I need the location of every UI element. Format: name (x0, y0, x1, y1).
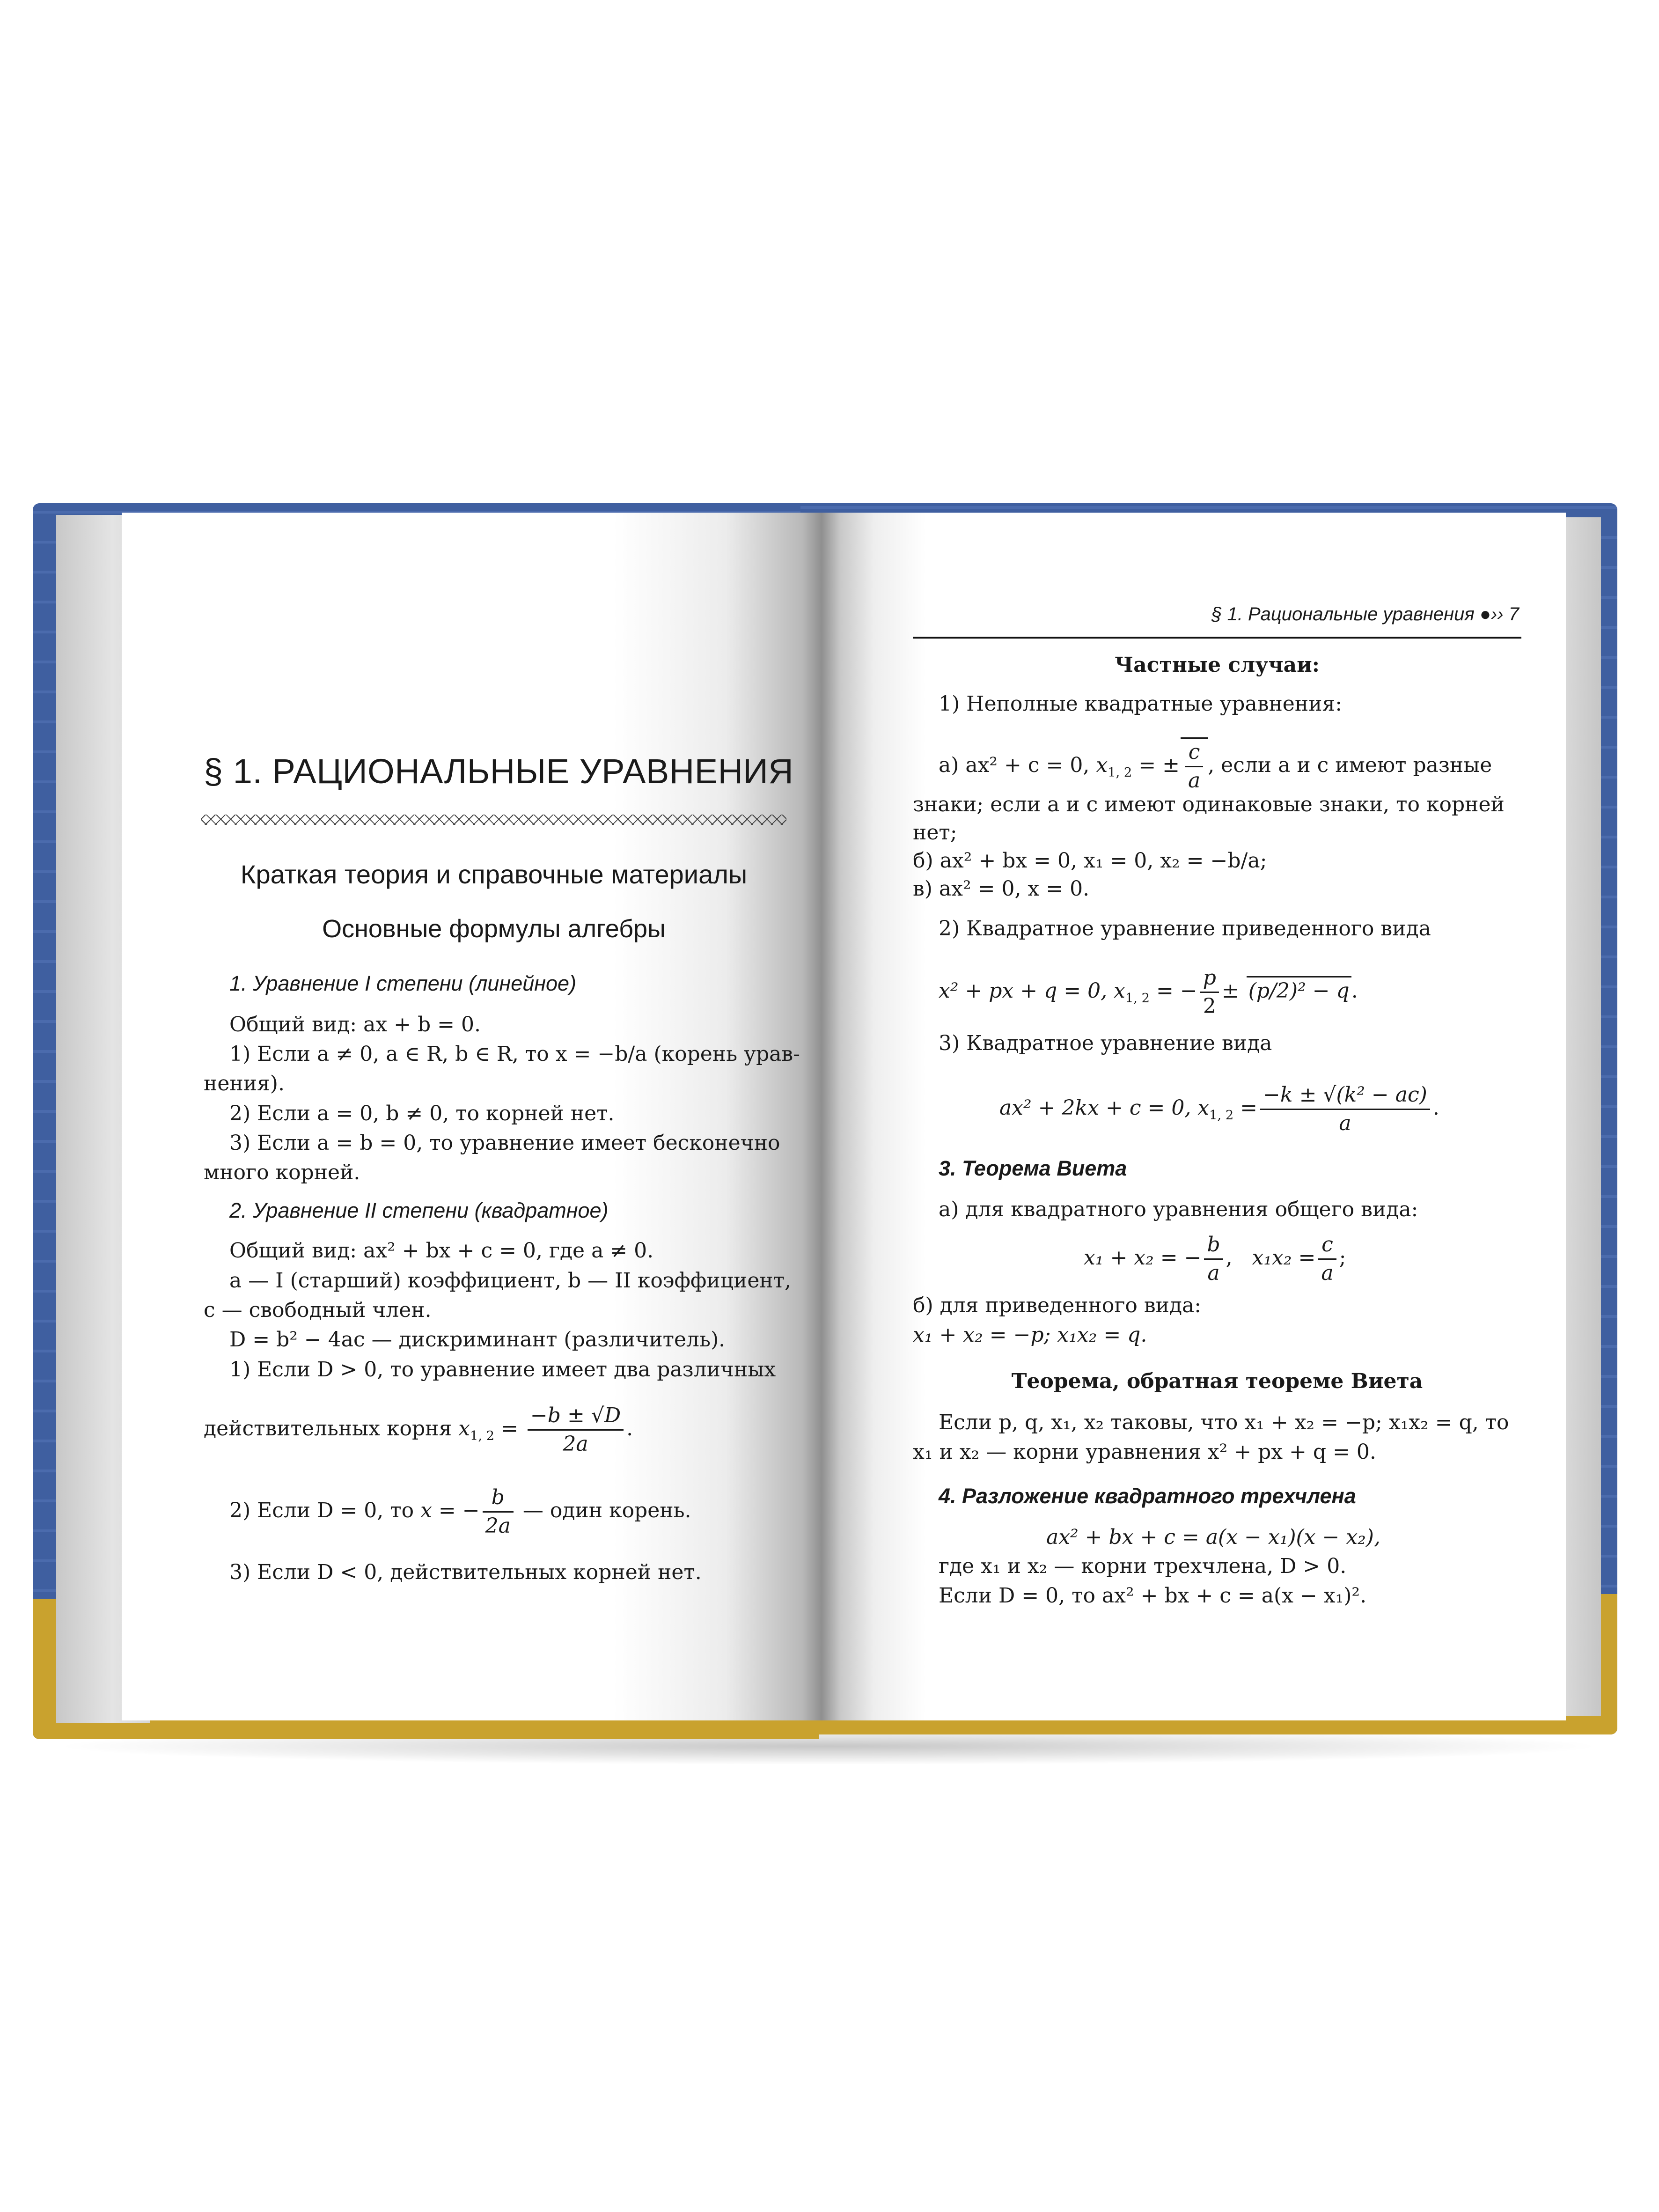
header-rule (913, 637, 1521, 639)
reduced-eqs: = − (1156, 979, 1197, 1003)
vieta-prod-lhs: x₁x₂ = (1252, 1246, 1316, 1270)
vieta-prod-fraction (1318, 1231, 1336, 1287)
reduced-numerator: p (1200, 964, 1219, 993)
case-a-line2: знаки; если a и c имеют одинаковые знаки, то корней (913, 793, 1505, 816)
roots-formula-line: действительных корня $x_{1, 2}$ = $\frac{-b \pm √D}{2a}$ . (204, 1402, 633, 1458)
vieta-reduced-equation: x₁ + x₂ = −p; x₁x₂ = q. (913, 1323, 1147, 1347)
quadratic-line: c — свободный член. (204, 1298, 432, 1322)
roots-sub: 1, 2 (470, 1428, 495, 1443)
roots-numerator: −b ± √D (528, 1402, 624, 1431)
reduced-title: 2) Квадратное уравнение приведенного вида (939, 917, 1431, 941)
converse-line1: Если p, q, x₁, x₂ таковы, что x₁ + x₂ = −p; x₁x₂ = q, то (939, 1411, 1509, 1434)
vieta-sum-lhs: x₁ + x₂ = − (1084, 1246, 1202, 1270)
roots-denominator: 2a (563, 1432, 588, 1456)
case-a-lhs: x (1096, 753, 1108, 777)
converse-line2: x₁ и x₂ — корни уравнения x² + px + q = 0. (913, 1440, 1376, 1464)
roots-lhs: x (458, 1417, 470, 1440)
vieta-prod-denominator: a (1321, 1261, 1334, 1285)
section-linear-title: 1. Уравнение I степени (линейное) (229, 971, 577, 995)
case-a-line (939, 737, 1492, 794)
quadratic-line: D = b² − 4ac — дискриминант (различитель). (229, 1328, 726, 1352)
third-lhs: x (1197, 1096, 1210, 1120)
special-cases-title: Частные случаи: (1115, 653, 1320, 677)
case-a-sub: 1, 2 (1108, 765, 1132, 780)
incomplete-title: 1) Неполные квадратные уравнения: (939, 692, 1343, 716)
case2-fraction (483, 1484, 514, 1540)
third-title: 3) Квадратное уравнение вида (939, 1031, 1272, 1055)
right-page (822, 513, 1566, 1720)
case3-line: 3) Если D < 0, действительных корней нет. (229, 1560, 702, 1584)
third-denominator: a (1339, 1111, 1351, 1135)
quadratic-line: Общий вид: ax² + bx + c = 0, где a ≠ 0. (229, 1239, 654, 1263)
vieta-sum-fraction (1204, 1231, 1223, 1287)
left-page (122, 513, 824, 1720)
case2-lhs: x = − (420, 1499, 480, 1522)
case-a-suffix: , если a и c имеют разные (1208, 753, 1492, 777)
case-a-sqrt (1181, 737, 1208, 794)
linear-line: 1) Если a ≠ 0, a ∈ R, b ∈ R, то x = −b/a (корень урав- (229, 1042, 800, 1066)
vieta-reduced: б) для приведенного вида: (913, 1293, 1202, 1317)
third-end: . (1432, 1096, 1439, 1120)
reduced-denominator: 2 (1203, 994, 1216, 1018)
linear-line: 3) Если a = b = 0, то уравнение имеет бесконечно (229, 1131, 780, 1155)
vieta-formula-line (1084, 1231, 1346, 1287)
roots-end: . (626, 1417, 633, 1440)
quadratic-line: a — I (старший) коэффициент, b — II коэффициент, (229, 1269, 792, 1293)
case-a-line3: нет; (913, 821, 957, 845)
vieta-sum-numerator: b (1204, 1231, 1223, 1260)
third-numerator: −k ± √(k² − ac) (1260, 1081, 1430, 1110)
case2-numerator: b (483, 1484, 514, 1513)
case-a-pm: = ± (1138, 753, 1180, 777)
roots-text: действительных корня (204, 1417, 452, 1440)
case-b-line: б) ax² + bx = 0, x₁ = 0, x₂ = −b/a; (913, 849, 1267, 873)
linear-line: Общий вид: ax + b = 0. (229, 1013, 481, 1036)
vieta-separator: , (1226, 1246, 1233, 1270)
case-v-line: в) ax² = 0, x = 0. (913, 877, 1090, 901)
ornament-divider (201, 815, 786, 825)
reduced-lhs: x (1114, 979, 1125, 1003)
third-equation: ax² + 2kx + c = 0, (999, 1096, 1191, 1120)
case2-prefix: 2) Если D = 0, то (229, 1499, 414, 1522)
reduced-sub: 1, 2 (1125, 991, 1150, 1006)
third-fraction (1260, 1081, 1430, 1137)
linear-line: много корней. (204, 1161, 360, 1184)
factor-line3: Если D = 0, то ax² + bx + c = a(x − x₁)². (939, 1584, 1367, 1608)
reduced-equation: x² + px + q = 0, (939, 979, 1108, 1003)
reduced-end: . (1351, 979, 1358, 1003)
vieta-end: ; (1339, 1246, 1346, 1270)
reduced-fraction (1200, 964, 1219, 1020)
chapter-title: § 1. РАЦИОНАЛЬНЫЕ УРАВНЕНИЯ (204, 752, 794, 791)
factor-title: 4. Разложение квадратного трехчлена (939, 1484, 1356, 1508)
reduced-pm: ± (1221, 979, 1239, 1003)
third-sub: 1, 2 (1209, 1108, 1234, 1123)
running-head: § 1. Рациональные уравнения ●›› 7 (1211, 604, 1519, 625)
heading-formulas: Основные формулы алгебры (322, 915, 666, 943)
case2-denominator: 2a (485, 1514, 511, 1538)
third-formula-line (999, 1081, 1439, 1137)
vieta-general: а) для квадратного уравнения общего вида: (939, 1198, 1418, 1221)
case2-line (229, 1484, 691, 1540)
section-quadratic-title: 2. Уравнение II степени (квадратное) (229, 1198, 609, 1222)
converse-title: Теорема, обратная теореме Виета (1011, 1369, 1423, 1393)
vieta-title: 3. Теорема Виета (939, 1156, 1127, 1180)
case-a-denominator: a (1188, 769, 1201, 793)
case-a-fraction (1185, 739, 1203, 794)
factor-equation: ax² + bx + c = a(x − x₁)(x − x₂), (1046, 1525, 1380, 1549)
quadratic-line: 1) Если D > 0, то уравнение имеет два различных (229, 1358, 776, 1382)
reduced-formula-line (939, 964, 1358, 1020)
vieta-prod-numerator: c (1318, 1231, 1336, 1260)
vieta-sum-denominator: a (1207, 1261, 1220, 1285)
case-a-numerator: c (1185, 739, 1203, 767)
case2-suffix: — один корень. (522, 1499, 691, 1522)
factor-line2: где x₁ и x₂ — корни трехчлена, D > 0. (939, 1554, 1347, 1578)
linear-line: 2) Если a = 0, b ≠ 0, то корней нет. (229, 1102, 615, 1125)
linear-line: нения). (204, 1072, 285, 1095)
roots-fraction (528, 1402, 624, 1458)
reduced-root: (p/2)² − q (1247, 976, 1351, 1005)
heading-theory: Краткая теория и справочные материалы (240, 860, 748, 889)
third-eqs: = (1240, 1096, 1258, 1120)
case-a-prefix: а) ax² + c = 0, (939, 753, 1090, 777)
